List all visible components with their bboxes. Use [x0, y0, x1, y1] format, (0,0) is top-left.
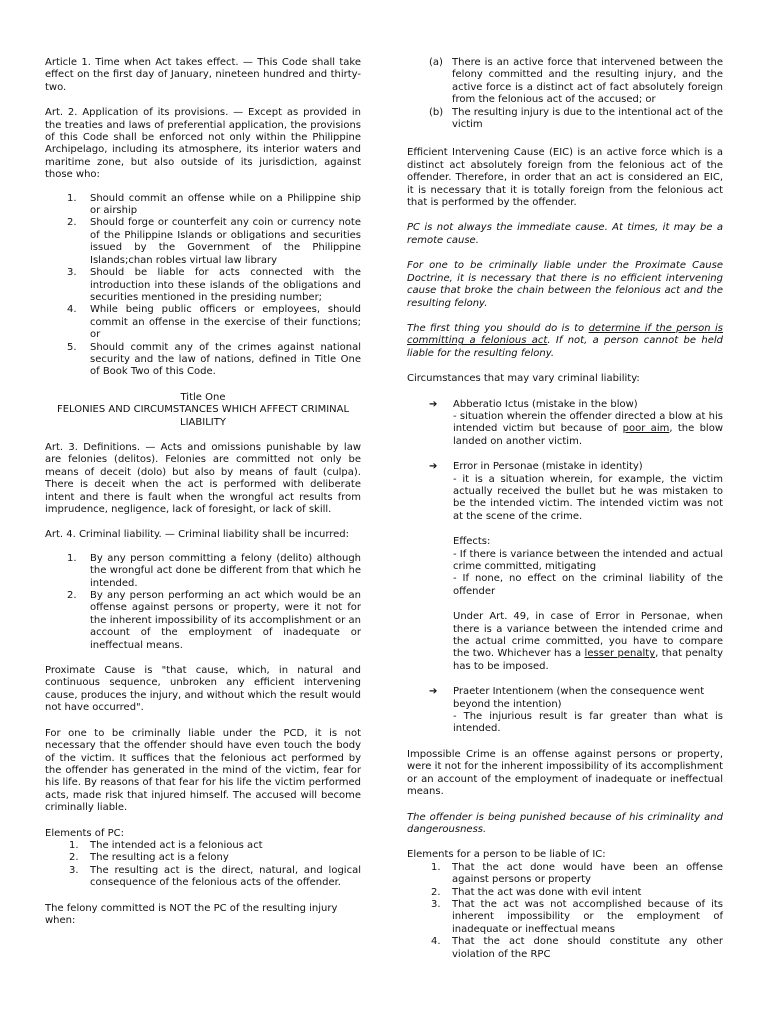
list-item: 1. Should commit an offense while on a Philippine ship or airship [67, 192, 361, 217]
first-thing-note: The first thing you should do is to determine if the person is committing a felonious act. If not, a person cannot be held liable for the resulting felony. [407, 322, 723, 359]
list-item: (a) There is an active force that intervened between the felony committed and the resulting injury, and the active force is a distinct act of fact absolutely foreign from the felonious act of the accused; or [429, 57, 723, 106]
ic-note: The offender is being punished because of his criminality and dangerousness. [407, 811, 723, 835]
arrow-icon: ➔ [429, 398, 438, 410]
article-4-list [45, 553, 361, 652]
list-item: 5. Should commit any of the crimes against national security and the law of nations, defined in Title One of Book Two of this Code. [67, 341, 361, 378]
elements-pc-label: Elements of PC: [45, 827, 124, 839]
not-pc-heading: The felony committed is NOT the PC of the resulting injury when: [45, 902, 338, 926]
impossible-crime-definition: Impossible Crime is an offense against persons or property, were it not for the inherent impossibility of its accomplishment or an account of the employment of inadequate or ineffectual means. [407, 748, 724, 798]
arrow-icon: ➔ [429, 686, 438, 698]
not-pc-list [407, 57, 723, 131]
pc-remote-note: PC is not always the immediate cause. At times, it may be a remote cause. [407, 222, 723, 246]
list-item: 2. By any person performing an act which would be an offense against persons or property, were it not for the inherent impossibility of its accomplishment or an account of the employment of inadequate or ineffectual means. [67, 590, 361, 651]
elements-pc-list [45, 840, 361, 890]
list-item: 3. The resulting act is the direct, natural, and logical consequence of the felonious acts of the offender. [69, 864, 361, 889]
effects-block: Effects: - If there is variance between the intended and actual crime committed, mitigating - If none, no effect on the criminal liability of the offender [453, 536, 723, 597]
ic-elements-label: Elements for a person to be liable of IC: [407, 849, 606, 861]
list-item: 2. Should forge or counterfeit any coin or currency note of the Philippine Islands or obligations and securities issued by the Government of the Philippine Islands;chan robles virtual law library [67, 217, 361, 266]
title-heading: FELONIES AND CIRCUMSTANCES WHICH AFFECT CRIMINAL LIABILITY [56, 404, 350, 428]
praeter-intentionem: ➔ Praeter Intentionem (when the consequence went beyond the intention) - The injurious result is far greater than what is intended. [429, 686, 723, 735]
right-column [407, 57, 723, 961]
eic-definition: Efficient Intervening Cause (EIC) is an active force which is a distinct act absolutely foreign from the felonious act of the offender. Therefore, in order that an act is considered an EIC, it is necessary that it is totally foreign from the felonious act that is performed by the offender. [407, 147, 723, 209]
arrow-icon: ➔ [429, 461, 438, 473]
list-item: 4. While being public officers or employees, should commit an offense in the exercise of their functions; or [67, 304, 361, 341]
list-item: 3. That the act was not accomplished because of its inherent impossibility or the employment of inadequate or ineffectual means [431, 898, 723, 935]
circumstances-label: Circumstances that may vary criminal liability: [407, 373, 640, 385]
article-2-list [45, 193, 361, 379]
ic-elements-list [407, 862, 723, 961]
list-item: 1. The intended act is a felonious act [69, 839, 263, 851]
article-2: Art. 2. Application of its provisions. — Except as provided in the treaties and laws of preferential application, the provisions of this Code shall be enforced not only within the Philippine Archipelago, including its atmosphere, its interior waters and maritime zone, but also outside of its jurisdiction, against those who: [45, 107, 361, 181]
article-3: Art. 3. Definitions. — Acts and omissions punishable by law are felonies (delitos). Felonies are committed not only be means of deceit (dolo) but also by means of fault (culpa). There is deceit when the act is performed with deliberate intent and there is fault when the wrongful act results from imprudence, negligence, lack of foresight, or lack of skill. [45, 441, 361, 515]
list-item: 1. That the act done would have been an offense against persons or property [431, 861, 723, 886]
art-49-paragraph: Under Art. 49, in case of Error in Personae, when there is a variance between the intended crime and the actual crime committed, you have to compare the two. Whichever has a lesser penalty, that penalty has to be imposed. [453, 611, 723, 672]
list-item: 2. The resulting act is a felony [69, 852, 229, 864]
list-item: (b) The resulting injury is due to the intentional act of the victim [429, 106, 723, 131]
list-item: 4. That the act done should constitute any other violation of the RPC [431, 936, 723, 960]
error-in-personae: ➔ Error in Personae (mistake in identity) - it is a situation wherein, for example, the victim actually received the bullet but he was mistaken to be the intended victim. The intended victim was not at the scene of the crime. [429, 461, 723, 522]
left-column [45, 57, 361, 927]
aberratio-ictus: ➔ Abberatio Ictus (mistake in the blow) - situation wherein the offender directed a blow at his intended victim but because of poor aim, the blow landed on another victim. [429, 398, 723, 447]
proximate-cause-definition: Proximate Cause is "that cause, which, in natural and continuous sequence, unbroken any efficient intervening cause, produces the injury, and without which the result would not have occurred". [45, 665, 362, 714]
list-item: 3. Should be liable for acts connected with the introduction into these islands of the obligations and securities mentioned in the presiding number; [67, 267, 361, 303]
list-item: 1. By any person committing a felony (delito) although the wrongful act done be different from that which he intended. [67, 552, 361, 589]
pcd-paragraph: For one to be criminally liable under the PCD, it is not necessary that the offender should have even touch the body of the victim. It suffices that the felonious act performed by the offender has generated in the mind of the victim, fear for his life. By reasons of that fear for his life the victim performed acts, made risk that injured himself. The accused will become criminally liable. [45, 727, 361, 814]
article-4: Art. 4. Criminal liability. — Criminal liability shall be incurred: [45, 529, 350, 541]
list-item: 2. That the act was done with evil intent [431, 886, 642, 898]
article-1: Article 1. Time when Act takes effect. — This Code shall take effect on the first day of January, nineteen hundred and thirty-two. [45, 57, 361, 93]
title-one: Title One [180, 391, 226, 403]
pcd-eic-note: For one to be criminally liable under the Proximate Cause Doctrine, it is necessary that there is no efficient intervening cause that broke the chain between the felonious act and the resulting felony. [407, 260, 723, 309]
